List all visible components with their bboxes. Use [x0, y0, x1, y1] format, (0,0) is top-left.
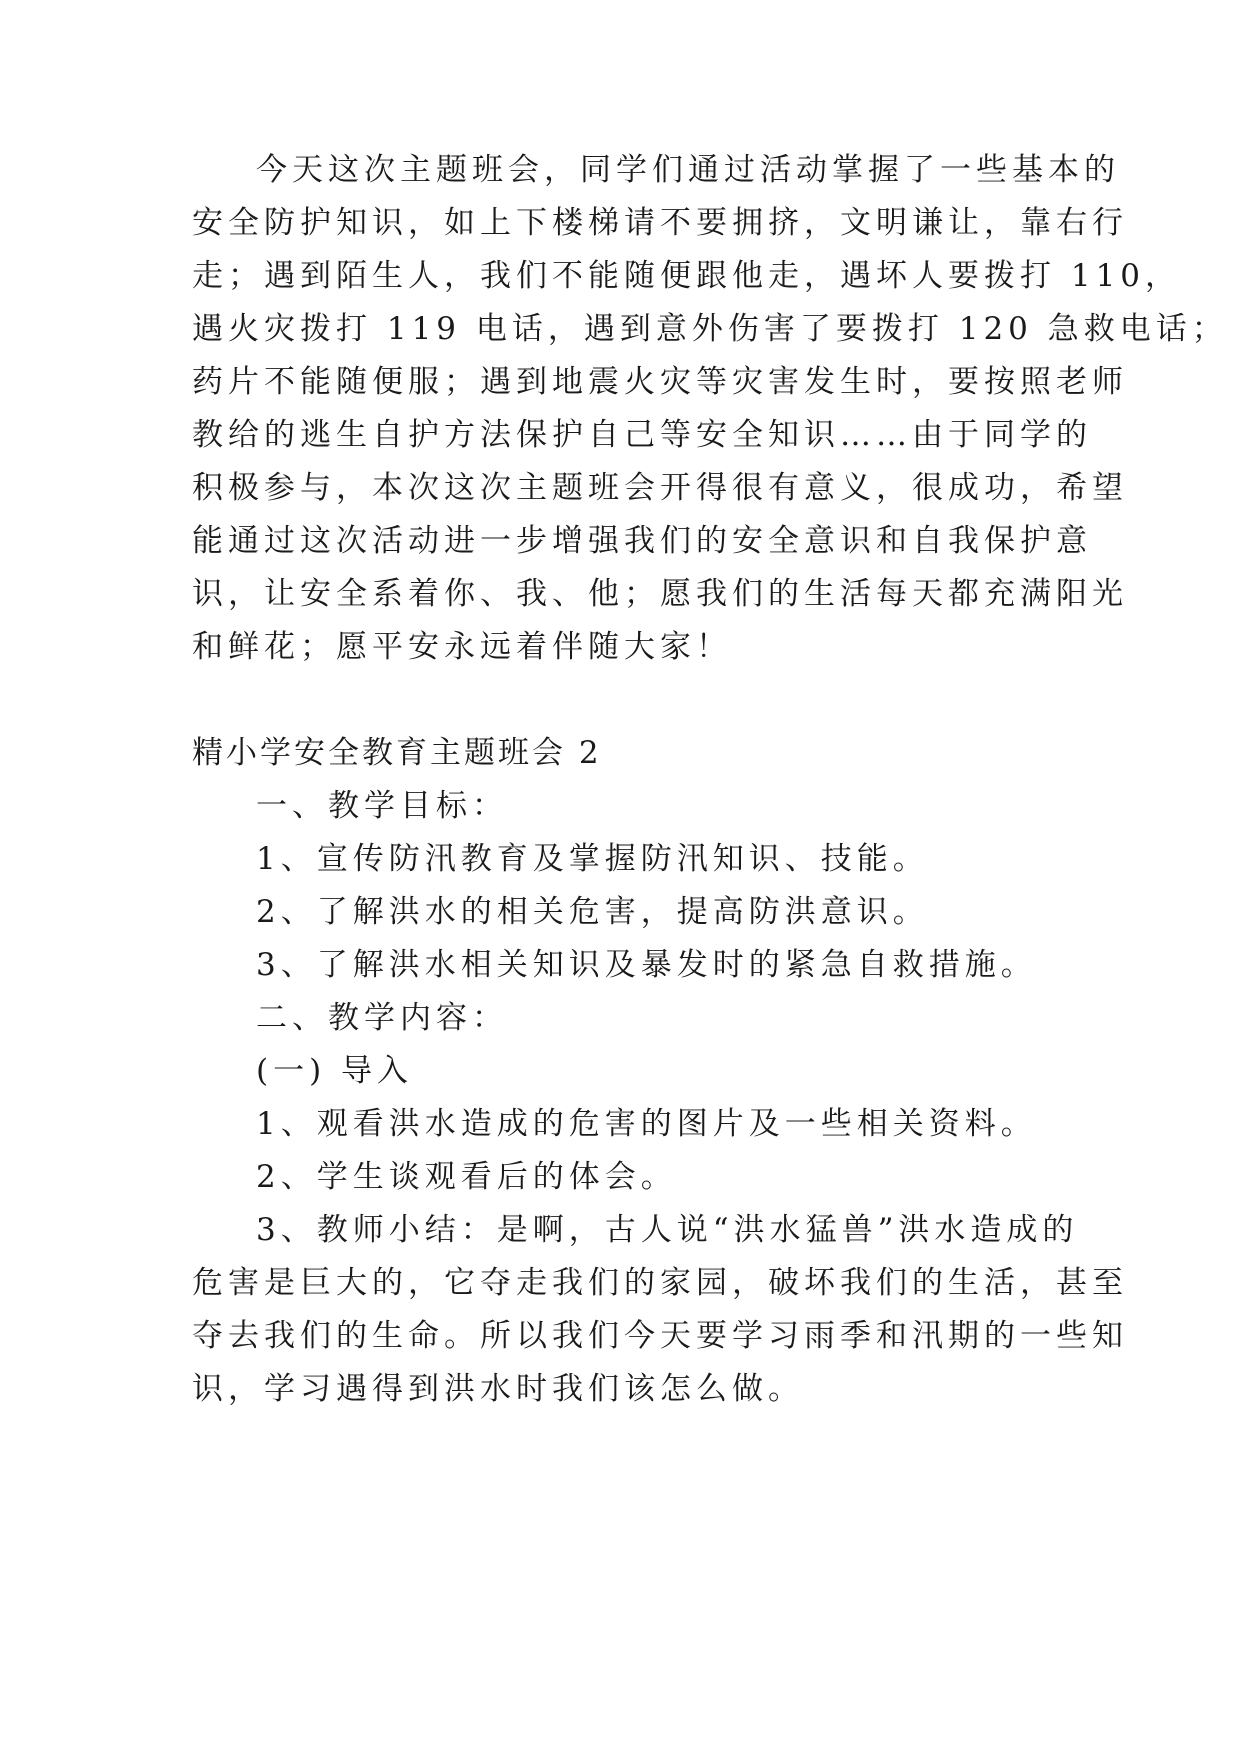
paragraph-1-line: 积极参与，本次这次主题班会开得很有意义，很成功，希望 [192, 470, 1128, 506]
paragraph-1-line: 药片不能随便服；遇到地震火灾等灾害发生时，要按照老师 [192, 364, 1128, 400]
list-item: 二、教学内容： [256, 1000, 508, 1036]
paragraph-3-line: 危害是巨大的，它夺走我们的家园，破坏我们的生活，甚至 [192, 1265, 1128, 1301]
list-item: 3、了解洪水相关知识及暴发时的紧急自救措施。 [256, 947, 1037, 983]
list-item: 一、教学目标： [256, 788, 508, 824]
paragraph-1-line: 今天这次主题班会，同学们通过活动掌握了一些基本的 [256, 152, 1120, 188]
list-item: 1、观看洪水造成的危害的图片及一些相关资料。 [256, 1106, 1037, 1142]
list-item: 2、学生谈观看后的体会。 [256, 1159, 677, 1195]
paragraph-1-line: 识，让安全系着你、我、他；愿我们的生活每天都充满阳光 [192, 576, 1128, 612]
paragraph-1-line: 教给的逃生自护方法保护自己等安全知识……由于同学的 [192, 417, 1092, 453]
list-item: (一) 导入 [256, 1053, 414, 1089]
paragraph-1-line: 安全防护知识，如上下楼梯请不要拥挤，文明谦让，靠右行 [192, 205, 1128, 241]
paragraph-1-line: 走；遇到陌生人，我们不能随便跟他走，遇坏人要拨打 110， [192, 258, 1182, 294]
paragraph-1-line: 能通过这次活动进一步增强我们的安全意识和自我保护意 [192, 523, 1092, 559]
section-title: 精小学安全教育主题班会 2 [192, 735, 602, 771]
paragraph-3-line: 识，学习遇得到洪水时我们该怎么做。 [192, 1371, 804, 1407]
paragraph-1-line: 遇火灾拨打 119 电话，遇到意外伤害了要拨打 120 急救电话； [192, 311, 1228, 347]
paragraph-1-line: 和鲜花；愿平安永远着伴随大家！ [192, 629, 732, 665]
paragraph-3-line: 3、教师小结：是啊，古人说“洪水猛兽”洪水造成的 [256, 1212, 1079, 1248]
list-item: 1、宣传防汛教育及掌握防汛知识、技能。 [256, 841, 929, 877]
list-item: 2、了解洪水的相关危害，提高防洪意识。 [256, 894, 929, 930]
paragraph-3-line: 夺去我们的生命。所以我们今天要学习雨季和汛期的一些知 [192, 1318, 1128, 1354]
